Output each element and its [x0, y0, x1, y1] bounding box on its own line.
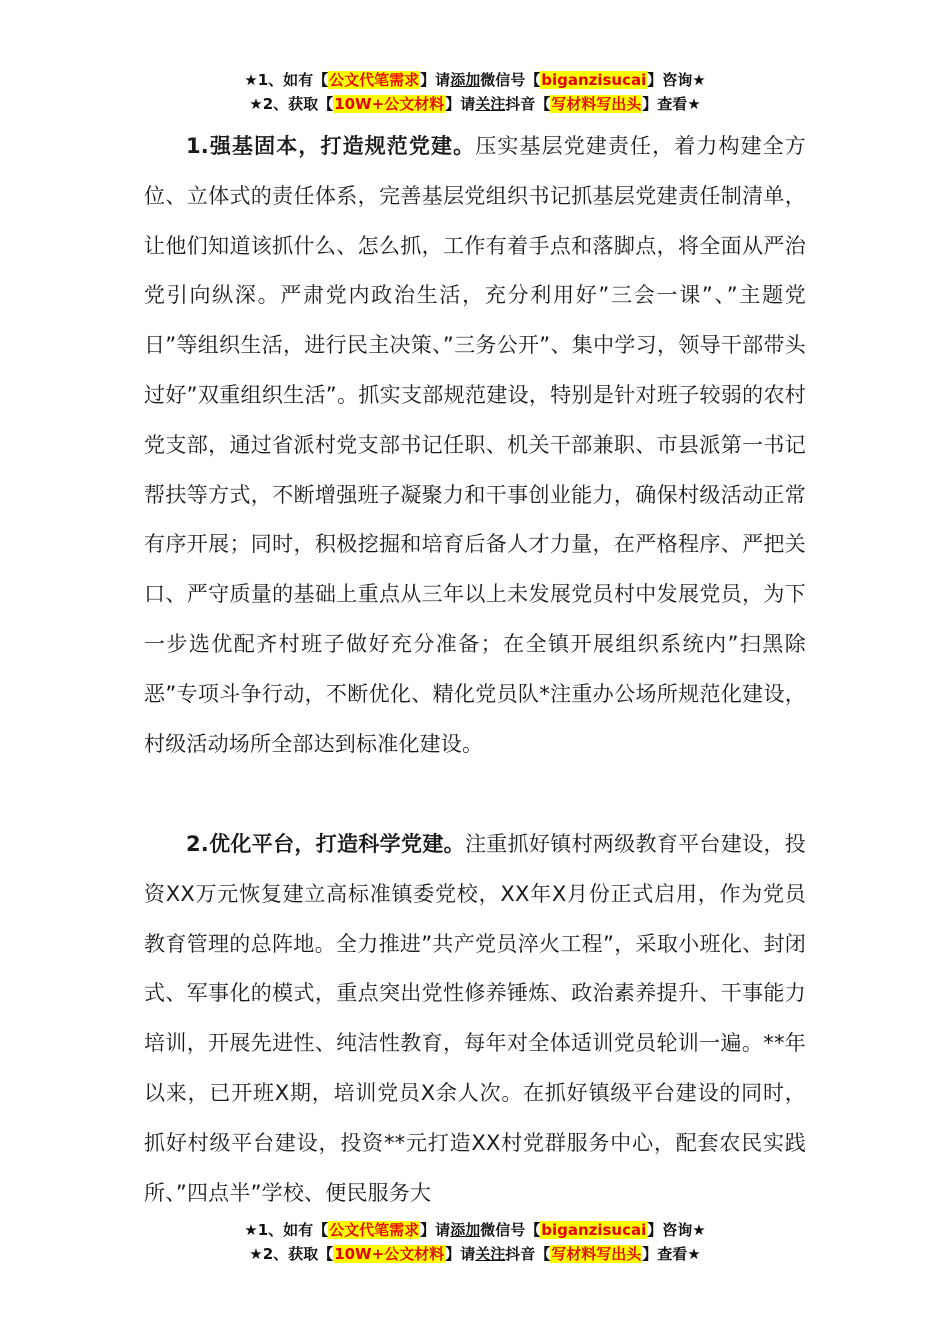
- header-banner: [0, 68, 950, 116]
- highlight-service: 公文代笔需求: [329, 1221, 420, 1239]
- banner-line-1: ★1、如有【公文代笔需求】请添加微信号【biganzisucai】咨询★: [244, 1221, 706, 1239]
- highlight-wechat-id: biganzisucai: [541, 71, 647, 89]
- banner-line-2: ★2、获取【10W+公文材料】请关注抖音【写材料写出头】查看★: [249, 95, 701, 113]
- paragraph-1: [144, 122, 806, 769]
- paragraph-text: 注重抓好镇村两级教育平台建设，投资XX万元恢复建立高标准镇委党校，XX年X月份正式启用，作为党员教育管理的总阵地。全力推进”共产党员淬火工程”，采取小班化、封闭式、军事化的模式，重点突出党性修养锤炼、政治素养提升、干事能力培训，开展先进性、纯洁性教育，每年对全体适训党员轮训一遍。**年以来，已开班X期，培训党员X余人次。在抓好镇级平台建设的同时，抓好村级平台建设，投资**元打造XX村党群服务中心，配套农民实践所、”四点半”学校、便民服务大: [144, 832, 807, 1205]
- highlight-service: 公文代笔需求: [329, 71, 420, 89]
- footer-banner: [0, 1218, 950, 1266]
- paragraph-text: 压实基层党建责任，着力构建全方位、立体式的责任体系，完善基层党组织书记抓基层党建责任制清单，让他们知道该抓什么、怎么抓，工作有着手点和落脚点，将全面从严治党引向纵深。严肃党内政治生活，充分利用好”三会一课”、”主题党日”等组织生活，进行民主决策、”三务公开”、集中学习，领导干部带头过好”双重组织生活”。抓实支部规范建设，特别是针对班子较弱的农村党支部，通过省派村党支部书记任职、机关干部兼职、市县派第一书记帮扶等方式，不断增强班子凝聚力和干事创业能力，确保村级活动正常有序开展；同时，积极挖掘和培育后备人才力量，在严格程序、严把关口、严守质量的基础上重点从三年以上未发展党员村中发展党员，为下一步选优配齐村班子做好充分准备；在全镇开展组织系统内”扫黑除恶”专项斗争行动，不断优化、精化党员队*注重办公场所规范化建设，村级活动场所全部达到标准化建设。: [144, 134, 807, 756]
- highlight-materials: 10W+公文材料: [334, 95, 445, 113]
- banner-line-1: ★1、如有【公文代笔需求】请添加微信号【biganzisucai】咨询★: [244, 71, 706, 89]
- paragraph-lead: 1.强基固本，打造规范党建。: [186, 134, 476, 158]
- paragraph-lead: 2.优化平台，打造科学党建。: [186, 832, 465, 856]
- highlight-douyin-account: 写材料写出头: [551, 1245, 642, 1263]
- highlight-douyin-account: 写材料写出头: [551, 95, 642, 113]
- banner-line-2: ★2、获取【10W+公文材料】请关注抖音【写材料写出头】查看★: [249, 1245, 701, 1263]
- paragraph-2: [144, 820, 806, 1218]
- highlight-materials: 10W+公文材料: [334, 1245, 445, 1263]
- highlight-wechat-id: biganzisucai: [541, 1221, 647, 1239]
